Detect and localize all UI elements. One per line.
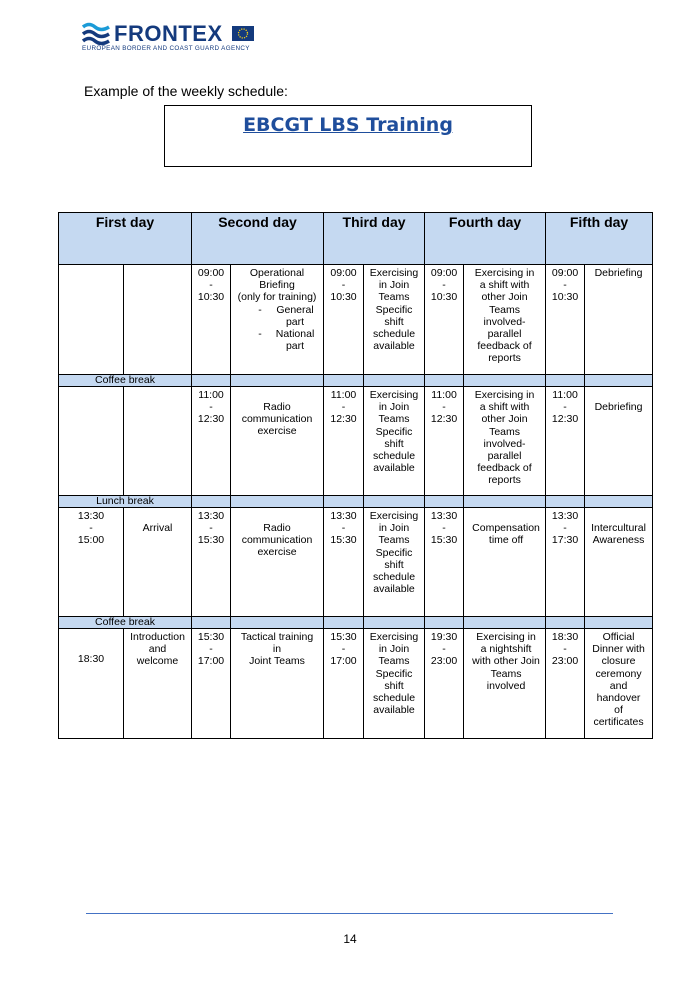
cell-line: Tactical training bbox=[240, 631, 314, 643]
cell-line: 10:30 bbox=[551, 291, 579, 304]
cell-line: - bbox=[442, 522, 446, 535]
day-header: Second day bbox=[192, 213, 324, 265]
break-cell bbox=[425, 375, 464, 387]
cell-line: exercise bbox=[257, 425, 297, 438]
title-box bbox=[164, 105, 532, 167]
cell-line: 09:00 bbox=[551, 267, 579, 279]
time-cell bbox=[59, 629, 124, 739]
cell-line: ceremony bbox=[595, 667, 642, 680]
cell-line: exercise bbox=[257, 546, 297, 559]
break-label: Coffee break bbox=[59, 375, 192, 387]
break-cell bbox=[546, 617, 585, 629]
cell-line: in Join bbox=[378, 401, 410, 414]
day-header: Fourth day bbox=[425, 213, 546, 265]
activity-cell bbox=[364, 629, 425, 739]
cell-line: Teams bbox=[378, 291, 410, 304]
time-cell bbox=[192, 265, 231, 375]
cell-line: 12:30 bbox=[430, 413, 458, 426]
break-cell bbox=[585, 375, 653, 387]
activity-cell bbox=[464, 629, 546, 739]
empty-cell bbox=[124, 265, 192, 375]
activity-cell bbox=[464, 508, 546, 617]
cell-line: 13:30 bbox=[77, 510, 105, 522]
cell-line: a shift with bbox=[479, 279, 530, 292]
activity-cell bbox=[364, 265, 425, 375]
cell-line: 15:30 bbox=[330, 534, 357, 547]
cell-line: 09:00 bbox=[330, 267, 357, 279]
break-cell bbox=[464, 496, 546, 508]
cell-line: Radio bbox=[263, 401, 291, 413]
time-cell bbox=[192, 387, 231, 496]
cell-line: 19:30 bbox=[430, 631, 458, 643]
cell-line: - bbox=[209, 401, 213, 414]
cell-line: Debriefing bbox=[594, 267, 643, 279]
break-cell bbox=[231, 617, 324, 629]
cell-line: 15:30 bbox=[330, 631, 357, 643]
activity-cell bbox=[231, 387, 324, 496]
cell-line: and bbox=[148, 643, 167, 656]
time-cell bbox=[425, 265, 464, 375]
cell-line: Teams bbox=[378, 655, 410, 668]
cell-line: 12:30 bbox=[197, 413, 225, 426]
break-cell bbox=[324, 617, 364, 629]
cell-line: Specific bbox=[375, 546, 413, 559]
cell-line: - bbox=[563, 522, 567, 535]
activity-cell bbox=[585, 508, 653, 617]
cell-line: schedule bbox=[373, 450, 416, 463]
cell-line: available bbox=[373, 462, 415, 475]
cell-line: shift bbox=[384, 679, 404, 692]
break-cell bbox=[585, 617, 653, 629]
cell-line: Operational bbox=[249, 267, 305, 279]
break-cell bbox=[464, 617, 546, 629]
break-cell bbox=[546, 496, 585, 508]
time-cell bbox=[546, 387, 585, 496]
cell-line: Exercising in bbox=[476, 631, 536, 643]
cell-line: 13:30 bbox=[197, 510, 225, 522]
break-cell bbox=[425, 496, 464, 508]
intro-text: Example of the weekly schedule: bbox=[84, 83, 288, 99]
cell-line: Compensation bbox=[472, 522, 540, 534]
cell-line: - bbox=[563, 279, 567, 292]
cell-line: - bbox=[563, 401, 567, 414]
cell-line: Specific bbox=[375, 425, 413, 438]
break-cell bbox=[425, 617, 464, 629]
cell-line: 10:30 bbox=[430, 291, 458, 304]
cell-line: welcome bbox=[136, 655, 179, 668]
cell-line: 23:00 bbox=[551, 655, 579, 668]
cell-line: 15:30 bbox=[197, 534, 225, 547]
cell-line: 11:00 bbox=[198, 389, 224, 401]
cell-line: - bbox=[563, 643, 567, 656]
time-cell bbox=[324, 265, 364, 375]
cell-line: 11:00 bbox=[431, 389, 457, 401]
break-cell bbox=[192, 375, 231, 387]
cell-line: time off bbox=[488, 534, 524, 547]
time-cell bbox=[546, 508, 585, 617]
day-header: First day bbox=[59, 213, 192, 265]
activity-cell bbox=[231, 629, 324, 739]
day-header: Third day bbox=[324, 213, 425, 265]
cell-line: Teams bbox=[489, 425, 520, 438]
cell-line: schedule bbox=[373, 328, 416, 341]
cell-line: of bbox=[614, 704, 623, 717]
bullet-item bbox=[251, 304, 321, 328]
schedule-row bbox=[59, 629, 653, 739]
cell-line: communication bbox=[241, 534, 313, 547]
break-cell bbox=[464, 375, 546, 387]
empty-cell bbox=[124, 387, 192, 496]
break-cell bbox=[192, 617, 231, 629]
cell-line: shift bbox=[384, 558, 404, 571]
cell-line: Exercising bbox=[369, 510, 419, 522]
cell-line: a shift with bbox=[479, 401, 530, 414]
cell-line: Exercising bbox=[369, 267, 419, 279]
cell-line: and bbox=[609, 679, 628, 692]
cell-line: in Join bbox=[378, 522, 410, 535]
cell-line: 17:30 bbox=[551, 534, 579, 547]
cell-line: - bbox=[209, 522, 213, 535]
cell-line: 12:30 bbox=[551, 413, 579, 426]
day-header-row bbox=[59, 213, 653, 265]
cell-line: Radio bbox=[263, 522, 291, 534]
cell-line: available bbox=[373, 704, 415, 717]
cell-line: 15:30 bbox=[430, 534, 458, 547]
cell-line: Exercising bbox=[369, 389, 419, 401]
cell-line: 12:30 bbox=[330, 413, 357, 426]
cell-line: - bbox=[209, 279, 213, 292]
activity-cell bbox=[124, 508, 192, 617]
cell-line: involved- bbox=[483, 315, 526, 328]
cell-line: 13:30 bbox=[430, 510, 458, 522]
cell-line: Teams bbox=[490, 667, 522, 680]
cell-line: 13:30 bbox=[551, 510, 579, 522]
cell-line: in Join bbox=[378, 643, 410, 656]
cell-line: Teams bbox=[378, 534, 410, 547]
break-cell bbox=[364, 375, 425, 387]
cell-line: (only for training) bbox=[237, 291, 317, 304]
activity-cell bbox=[585, 387, 653, 496]
bullet-item bbox=[251, 328, 321, 352]
break-label: Lunch break bbox=[59, 496, 192, 508]
activity-cell bbox=[464, 387, 546, 496]
time-cell bbox=[59, 508, 124, 617]
cell-line: handover bbox=[596, 692, 641, 705]
document-title: EBCGT LBS Training bbox=[243, 114, 453, 136]
activity-cell bbox=[124, 629, 192, 739]
weekly-schedule-table bbox=[58, 212, 653, 739]
cell-line: - bbox=[89, 522, 93, 535]
cell-line: shift bbox=[384, 315, 404, 328]
break-cell bbox=[585, 496, 653, 508]
cell-line: - bbox=[341, 643, 346, 656]
activity-cell bbox=[231, 265, 324, 375]
schedule-row bbox=[59, 508, 653, 617]
time-cell bbox=[192, 508, 231, 617]
cell-line: 10:30 bbox=[330, 291, 357, 304]
cell-line: closure bbox=[601, 655, 636, 668]
cell-line: - bbox=[341, 401, 346, 414]
break-cell bbox=[364, 617, 425, 629]
break-cell bbox=[546, 375, 585, 387]
cell-line: - bbox=[341, 279, 346, 292]
time-cell bbox=[324, 508, 364, 617]
cell-line: 15:00 bbox=[77, 534, 105, 547]
cell-line: 13:30 bbox=[330, 510, 357, 522]
cell-line: Teams bbox=[489, 303, 520, 316]
break-cell bbox=[231, 375, 324, 387]
cell-line: Specific bbox=[375, 303, 413, 316]
cell-line: 09:00 bbox=[430, 267, 458, 279]
time-cell bbox=[425, 387, 464, 496]
cell-line: communication bbox=[241, 413, 313, 426]
cell-line: 10:30 bbox=[197, 291, 225, 304]
cell-line: other Join bbox=[481, 413, 528, 426]
cell-line: 09:00 bbox=[197, 267, 225, 279]
break-cell bbox=[192, 496, 231, 508]
cell-line: certificates bbox=[593, 716, 644, 729]
day-header: Fifth day bbox=[546, 213, 653, 265]
cell-line: available bbox=[373, 340, 415, 353]
break-row bbox=[59, 496, 653, 508]
cell-line: reports bbox=[488, 474, 521, 487]
cell-line: 18:30 bbox=[551, 631, 579, 643]
cell-line: Debriefing bbox=[594, 401, 643, 413]
cell-line: Introduction bbox=[130, 631, 185, 643]
cell-line: Briefing bbox=[259, 279, 295, 292]
time-cell bbox=[425, 508, 464, 617]
cell-line: available bbox=[373, 583, 415, 596]
cell-line: Exercising in bbox=[474, 267, 535, 279]
cell-line: other Join bbox=[481, 291, 528, 304]
time-cell bbox=[546, 629, 585, 739]
break-cell bbox=[324, 496, 364, 508]
cell-line: schedule bbox=[373, 692, 416, 705]
bullet-text: National part bbox=[275, 328, 315, 353]
cell-line: a nightshift bbox=[480, 643, 532, 656]
cell-line: in bbox=[272, 643, 282, 656]
frontex-wave-icon bbox=[82, 22, 110, 46]
footer-rule bbox=[86, 913, 613, 914]
activity-cell bbox=[585, 629, 653, 739]
cell-line: Exercising bbox=[369, 631, 419, 643]
cell-line: - bbox=[442, 401, 446, 414]
cell-line: Arrival bbox=[142, 522, 173, 534]
cell-line: - bbox=[209, 643, 213, 656]
cell-line: 11:00 bbox=[330, 389, 357, 401]
time-cell bbox=[546, 265, 585, 375]
cell-line: Joint Teams bbox=[249, 655, 305, 668]
break-cell bbox=[364, 496, 425, 508]
cell-line: 15:30 bbox=[197, 631, 225, 643]
cell-line: Teams bbox=[378, 413, 410, 426]
logo-subtitle: EUROPEAN BORDER AND COAST GUARD AGENCY bbox=[82, 45, 250, 52]
empty-cell bbox=[59, 265, 124, 375]
logo-wordmark: FRONTEX bbox=[114, 21, 223, 46]
time-cell bbox=[192, 629, 231, 739]
cell-line: - bbox=[442, 643, 446, 656]
break-row bbox=[59, 617, 653, 629]
bullet-text: General part bbox=[276, 303, 314, 328]
cell-line: in Join bbox=[378, 279, 410, 292]
schedule-row bbox=[59, 265, 653, 375]
frontex-logo bbox=[82, 20, 272, 56]
cell-line: parallel bbox=[487, 328, 522, 341]
activity-cell bbox=[231, 508, 324, 617]
time-cell bbox=[324, 387, 364, 496]
cell-line: feedback of bbox=[477, 340, 532, 353]
cell-line: feedback of bbox=[477, 462, 532, 475]
cell-line: parallel bbox=[487, 450, 522, 463]
cell-line: Awareness bbox=[592, 534, 645, 547]
cell-line: reports bbox=[488, 352, 521, 365]
activity-cell bbox=[364, 508, 425, 617]
cell-line: Intercultural bbox=[591, 522, 646, 534]
break-label: Coffee break bbox=[59, 617, 192, 629]
break-cell bbox=[324, 375, 364, 387]
cell-line: 17:00 bbox=[330, 655, 357, 668]
cell-line: involved- bbox=[483, 437, 526, 450]
eu-flag-icon bbox=[232, 26, 254, 41]
activity-cell bbox=[585, 265, 653, 375]
schedule-row bbox=[59, 387, 653, 496]
page-number: 14 bbox=[343, 932, 357, 946]
time-cell bbox=[324, 629, 364, 739]
cell-line: Dinner with bbox=[592, 643, 645, 656]
cell-line: 23:00 bbox=[430, 655, 458, 668]
cell-line: Official bbox=[602, 631, 635, 643]
bullet-dash: - bbox=[258, 303, 262, 316]
cell-line: 11:00 bbox=[552, 389, 578, 401]
break-row bbox=[59, 375, 653, 387]
activity-cell bbox=[364, 387, 425, 496]
time-cell bbox=[425, 629, 464, 739]
cell-line: shift bbox=[384, 437, 404, 450]
cell-line: involved bbox=[486, 679, 526, 692]
cell-line: 18:30 bbox=[77, 653, 105, 665]
cell-line: with other Join bbox=[472, 655, 540, 668]
cell-line: Exercising in bbox=[474, 389, 535, 401]
cell-line: 17:00 bbox=[197, 655, 225, 668]
empty-cell bbox=[59, 387, 124, 496]
bullet-dash: - bbox=[258, 328, 262, 341]
break-cell bbox=[231, 496, 324, 508]
cell-line: Specific bbox=[375, 667, 413, 680]
cell-line: - bbox=[442, 279, 446, 292]
cell-line: - bbox=[341, 522, 346, 535]
cell-line: schedule bbox=[373, 571, 416, 584]
activity-cell bbox=[464, 265, 546, 375]
